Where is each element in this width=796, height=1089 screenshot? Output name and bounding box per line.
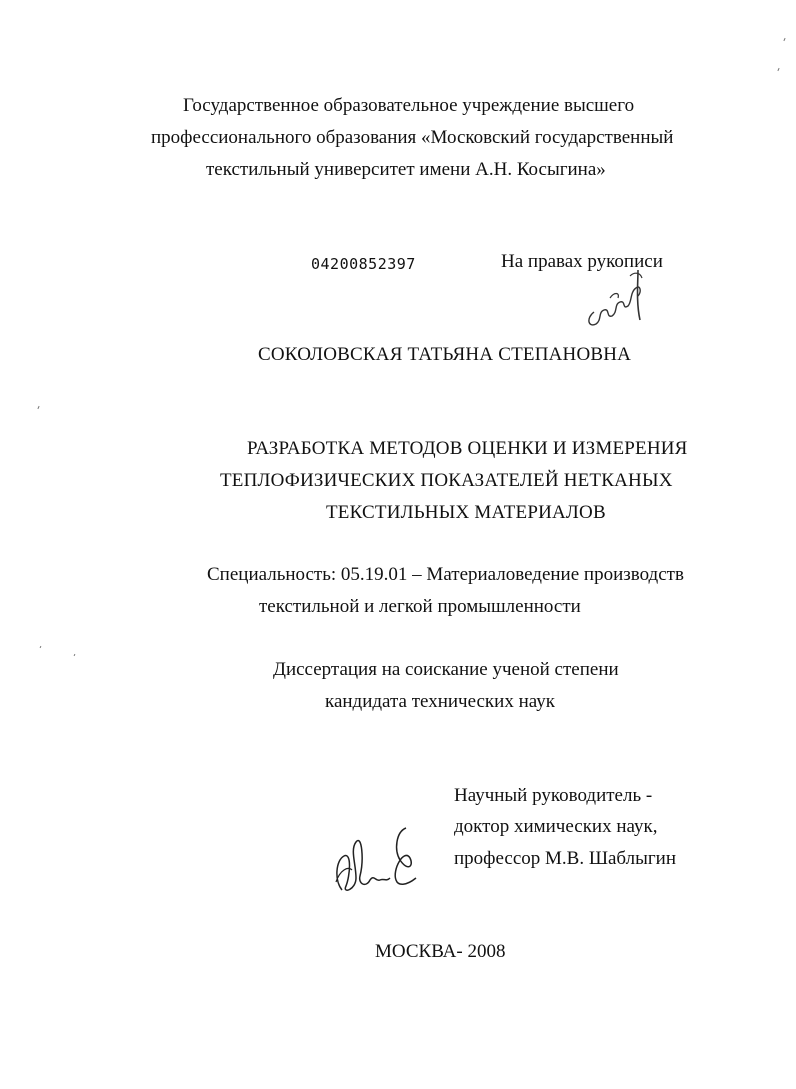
author-signature-image [580,262,660,334]
institution-line-2: профессионального образования «Московский государственный [151,127,674,148]
institution-line-1: Государственное образовательное учреждение высшего [183,95,635,116]
city-year: МОСКВА- 2008 [375,941,506,962]
institution-line-3: текстильный университет имени А.Н. Косыгина» [206,159,606,180]
author-name: СОКОЛОВСКАЯ ТАТЬЯНА СТЕПАНОВНА [258,344,632,365]
supervisor-line-1: Научный руководитель - [454,785,653,806]
title-line-3: ТЕКСТИЛЬНЫХ МАТЕРИАЛОВ [326,502,606,523]
scan-speck [783,38,785,41]
scan-speck [40,646,42,648]
scan-speck [777,68,779,71]
degree-line-2: кандидата технических наук [325,691,555,712]
title-line-1: РАЗРАБОТКА МЕТОДОВ ОЦЕНКИ И ИЗМЕРЕНИЯ [247,438,688,459]
specialty-line-1: Специальность: 05.19.01 – Материаловедение производств [207,564,684,585]
supervisor-line-2: доктор химических наук, [454,816,658,837]
scan-speck [74,654,76,656]
specialty-line-2: текстильной и легкой промышленности [259,596,581,617]
manuscript-note: На правах рукописи [501,251,663,272]
degree-line-1: Диссертация на соискание ученой степени [273,659,619,680]
scan-speck [37,406,39,409]
registration-number: 04200852397 [311,255,416,273]
supervisor-line-3: профессор М.В. Шаблыгин [454,848,676,869]
supervisor-signature-image [330,820,420,900]
title-line-2: ТЕПЛОФИЗИЧЕСКИХ ПОКАЗАТЕЛЕЙ НЕТКАНЫХ [220,470,673,491]
